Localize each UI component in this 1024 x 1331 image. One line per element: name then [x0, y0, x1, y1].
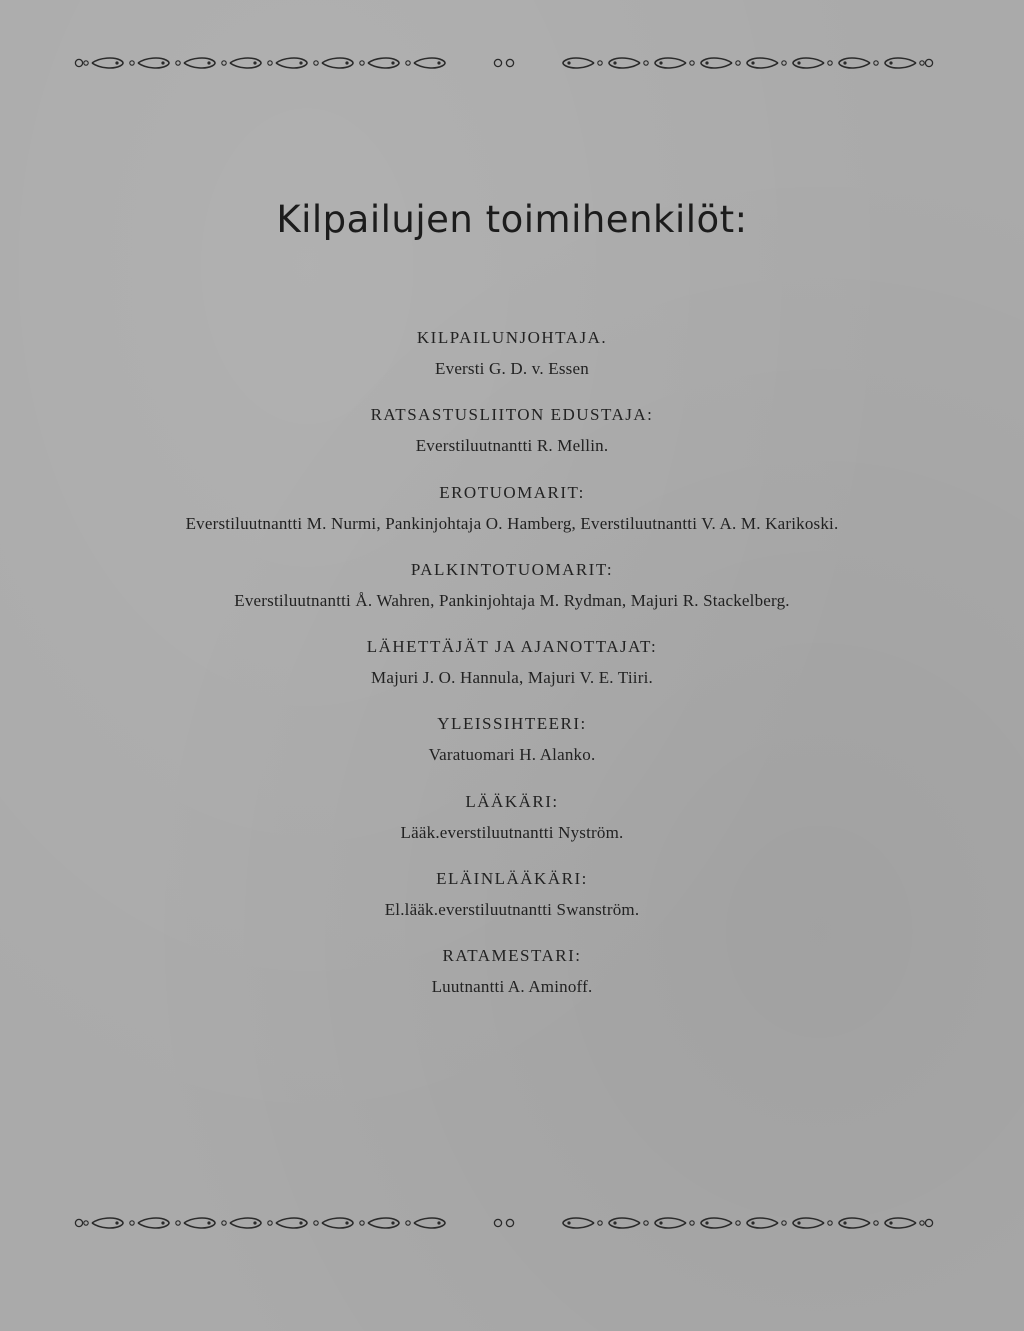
- section-names: El.lääk.everstiluutnantti Swanström.: [384, 900, 640, 920]
- officials-list: [0, 328, 1024, 1024]
- section-elainlaakari: [0, 869, 1024, 946]
- section-palkintotuomarit: [0, 560, 1024, 637]
- section-yleissihteeri: [0, 714, 1024, 791]
- section-heading: EROTUOMARIT:: [439, 482, 585, 502]
- section-kilpailunjohtaja: [0, 328, 1024, 405]
- section-erotuomarit: [0, 483, 1024, 560]
- section-heading: RATSASTUSLIITON EDUSTAJA:: [370, 405, 654, 425]
- section-laakari: [0, 792, 1024, 869]
- section-lahettajat: [0, 637, 1024, 714]
- section-names: Everstiluutnantti Å. Wahren, Pankinjohtaja M. Rydman, Majuri R. Stackelberg.: [234, 590, 790, 610]
- section-names: Eversti G. D. v. Essen: [435, 359, 589, 378]
- section-ratamestari: [0, 946, 1024, 1023]
- section-heading: LÄÄKÄRI:: [465, 791, 559, 811]
- section-heading: ELÄINLÄÄKÄRI:: [436, 869, 588, 889]
- ornamental-border-bottom: [74, 1214, 934, 1232]
- section-names: Everstiluutnantti M. Nurmi, Pankinjohtaja O. Hamberg, Everstiluutnantti V. A. M. Karikoski.: [185, 513, 839, 533]
- section-names: Varatuomari H. Alanko.: [428, 745, 596, 765]
- page-title: Kilpailujen toimihenkilöt:: [276, 198, 748, 241]
- section-names: Lääk.everstiluutnantti Nyström.: [400, 822, 624, 842]
- section-heading: LÄHETTÄJÄT JA AJANOTTAJAT:: [366, 637, 658, 657]
- section-heading: RATAMESTARI:: [442, 946, 582, 966]
- section-heading: KILPAILUNJOHTAJA.: [416, 328, 608, 347]
- section-names: Luutnantti A. Aminoff.: [431, 977, 593, 997]
- ornamental-border-top: [74, 54, 934, 72]
- section-ratsastusliiton-edustaja: [0, 405, 1024, 482]
- section-names: Everstiluutnantti R. Mellin.: [415, 436, 609, 456]
- section-heading: PALKINTOTUOMARIT:: [410, 559, 614, 579]
- section-heading: YLEISSIHTEERI:: [437, 714, 587, 734]
- section-names: Majuri J. O. Hannula, Majuri V. E. Tiiri.: [371, 668, 653, 688]
